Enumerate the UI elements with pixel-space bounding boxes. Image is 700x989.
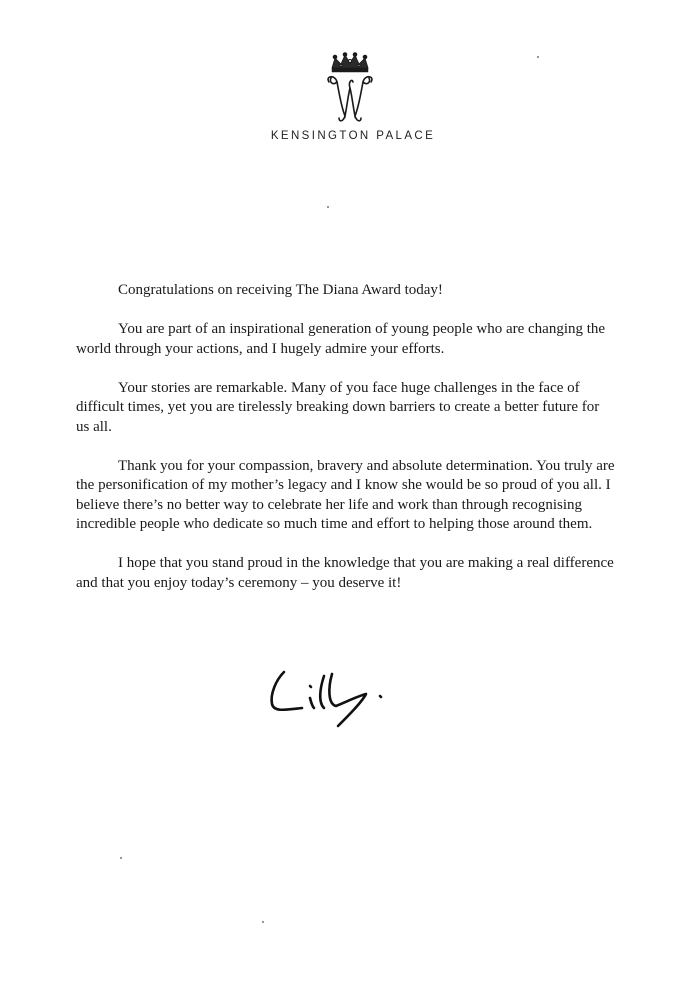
palace-name: KENSINGTON PALACE [270,130,436,142]
letter-paragraph: You are part of an inspirational generation of young people who are changing the world through your actions, and I hugely admire your efforts. [76,321,606,357]
page-speck [537,56,539,58]
page-speck [327,206,329,208]
letter-paragraph: Congratulations on receiving The Diana Award today! [118,282,443,298]
letter-paragraph: Your stories are remarkable. Many of you face huge challenges in the face of difficult times, yet you are tirelessly breaking down barriers to create a better future for us all. [76,379,600,435]
letterhead [0,52,700,142]
handwritten-signature-icon [262,662,392,734]
page-speck [120,857,122,859]
letter-paragraph: I hope that you stand proud in the knowledge that you are making a real difference and that you enjoy today’s ceremony – you deserve it! [76,555,614,591]
letter-paragraph: Thank you for your compassion, bravery and absolute determination. You truly are the personification of my mother’s legacy and I know she would be so proud of you all. I believe there’s no better way to celebrate her life and work than through recognising incredible people who dedicate so much time and effort to helping those around them. [76,457,615,532]
royal-cipher-icon [315,52,385,126]
page-speck [262,921,264,923]
letter-body [76,281,616,613]
